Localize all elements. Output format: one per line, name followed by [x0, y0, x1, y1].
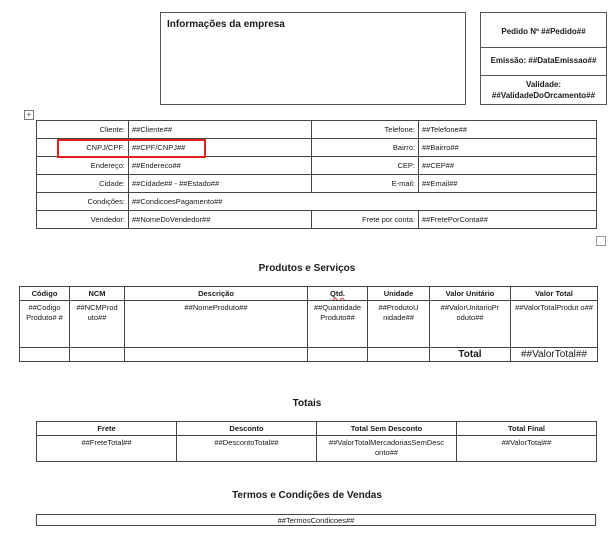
col-header-code: Código [20, 287, 70, 301]
client-value[interactable]: ##Cliente## [129, 121, 312, 139]
cnpj-cpf-label: CNPJ/CPF: [37, 139, 129, 157]
address-label: Endereço: [37, 157, 129, 175]
city-label: Cidade: [37, 175, 129, 193]
client-label: Cliente: [37, 121, 129, 139]
table-move-handle-icon[interactable]: + [24, 110, 34, 120]
empty-cell [125, 348, 308, 362]
empty-cell [70, 348, 125, 362]
product-unit-price-cell[interactable]: ##ValorUnitarioPr oduto## [430, 301, 511, 348]
product-code-cell[interactable]: ##Codigo Produto# # [20, 301, 70, 348]
cep-label: CEP: [312, 157, 419, 175]
table-row [37, 193, 597, 211]
order-info-box [480, 12, 607, 105]
col-header-ncm: NCM [70, 287, 125, 301]
table-row [37, 175, 597, 193]
phone-label: Telefone: [312, 121, 419, 139]
col-header-unit: Unidade [368, 287, 430, 301]
table-row [20, 301, 598, 348]
product-total-cell[interactable]: ##ValorTotalProdut o## [511, 301, 598, 348]
discount-total-cell[interactable]: ##DescontoTotal## [177, 436, 317, 462]
empty-cell [308, 348, 368, 362]
total-value[interactable]: ##ValorTotal## [511, 348, 598, 362]
neighborhood-value[interactable]: ##Bairro## [419, 139, 597, 157]
product-ncm-cell[interactable]: ##NCMProd uto## [70, 301, 125, 348]
table-header-row [20, 287, 598, 301]
cnpj-cpf-highlight [57, 139, 206, 158]
product-name-cell[interactable]: ##NomeProduto## [125, 301, 308, 348]
order-divider [481, 47, 606, 48]
validity-value: ##ValidadeDoOrcamento## [491, 91, 596, 100]
empty-cell [20, 348, 70, 362]
totals-table [36, 421, 597, 462]
terms-value[interactable]: ##TermosCondicoes## [36, 514, 596, 526]
email-value[interactable]: ##Email## [419, 175, 597, 193]
freight-value[interactable]: ##FretePorConta## [419, 211, 597, 229]
totals-title: Totais [292, 398, 322, 409]
products-table [19, 286, 598, 362]
total-without-discount-cell[interactable]: ##ValorTotalMercadoriasSemDesc onto## [317, 436, 457, 462]
validity-label: Validade: [525, 80, 562, 89]
table-header-row [37, 422, 597, 436]
client-info-table [36, 120, 597, 229]
terms-title: Termos e Condições de Vendas [232, 490, 382, 501]
table-row [20, 348, 598, 362]
col-header-final-total: Total Final [457, 422, 597, 436]
table-row [37, 436, 597, 462]
col-header-freight: Frete [37, 422, 177, 436]
conditions-value[interactable]: ##CondicoesPagamento## [129, 193, 597, 211]
address-value[interactable]: ##Endereco## [129, 157, 312, 175]
col-header-unit-price: Valor Unitário [430, 287, 511, 301]
phone-value[interactable]: ##Telefone## [419, 121, 597, 139]
products-title: Produtos e Serviços [258, 263, 356, 274]
cep-value[interactable]: ##CEP## [419, 157, 597, 175]
col-header-discount: Desconto [177, 422, 317, 436]
freight-total-cell[interactable]: ##FreteTotal## [37, 436, 177, 462]
neighborhood-label: Bairro: [312, 139, 419, 157]
company-info-title: Informações da empresa [167, 19, 285, 30]
col-header-total-price: Valor Total [511, 287, 598, 301]
col-header-qty: Qtd. [308, 287, 368, 301]
col-header-description: Descrição [125, 287, 308, 301]
col-header-total-without-discount: Total Sem Desconto [317, 422, 457, 436]
table-row [37, 211, 597, 229]
emission-date: Emissão: ##DataEmissao## [490, 56, 597, 65]
city-value[interactable]: ##Cidade## - ##Estado## [129, 175, 312, 193]
order-number: Pedido Nº ##Pedido## [501, 27, 586, 36]
cnpj-cpf-value[interactable]: ##CPF/CNPJ## [129, 139, 312, 157]
table-row [37, 157, 597, 175]
order-divider [481, 75, 606, 76]
freight-label: Frete por conta: [312, 211, 419, 229]
table-resize-handle[interactable] [596, 236, 606, 246]
email-label: E-mail: [312, 175, 419, 193]
table-row [37, 121, 597, 139]
seller-label: Vendedor: [37, 211, 129, 229]
product-qty-cell[interactable]: ##Quantidade Produto## [308, 301, 368, 348]
product-unit-cell[interactable]: ##ProdutoU nidade## [368, 301, 430, 348]
seller-value[interactable]: ##NomeDoVendedor## [129, 211, 312, 229]
empty-cell [368, 348, 430, 362]
final-total-cell[interactable]: ##ValorTotal## [457, 436, 597, 462]
conditions-label: Condições: [37, 193, 129, 211]
company-info-box [160, 12, 466, 105]
total-label: Total [430, 348, 511, 362]
